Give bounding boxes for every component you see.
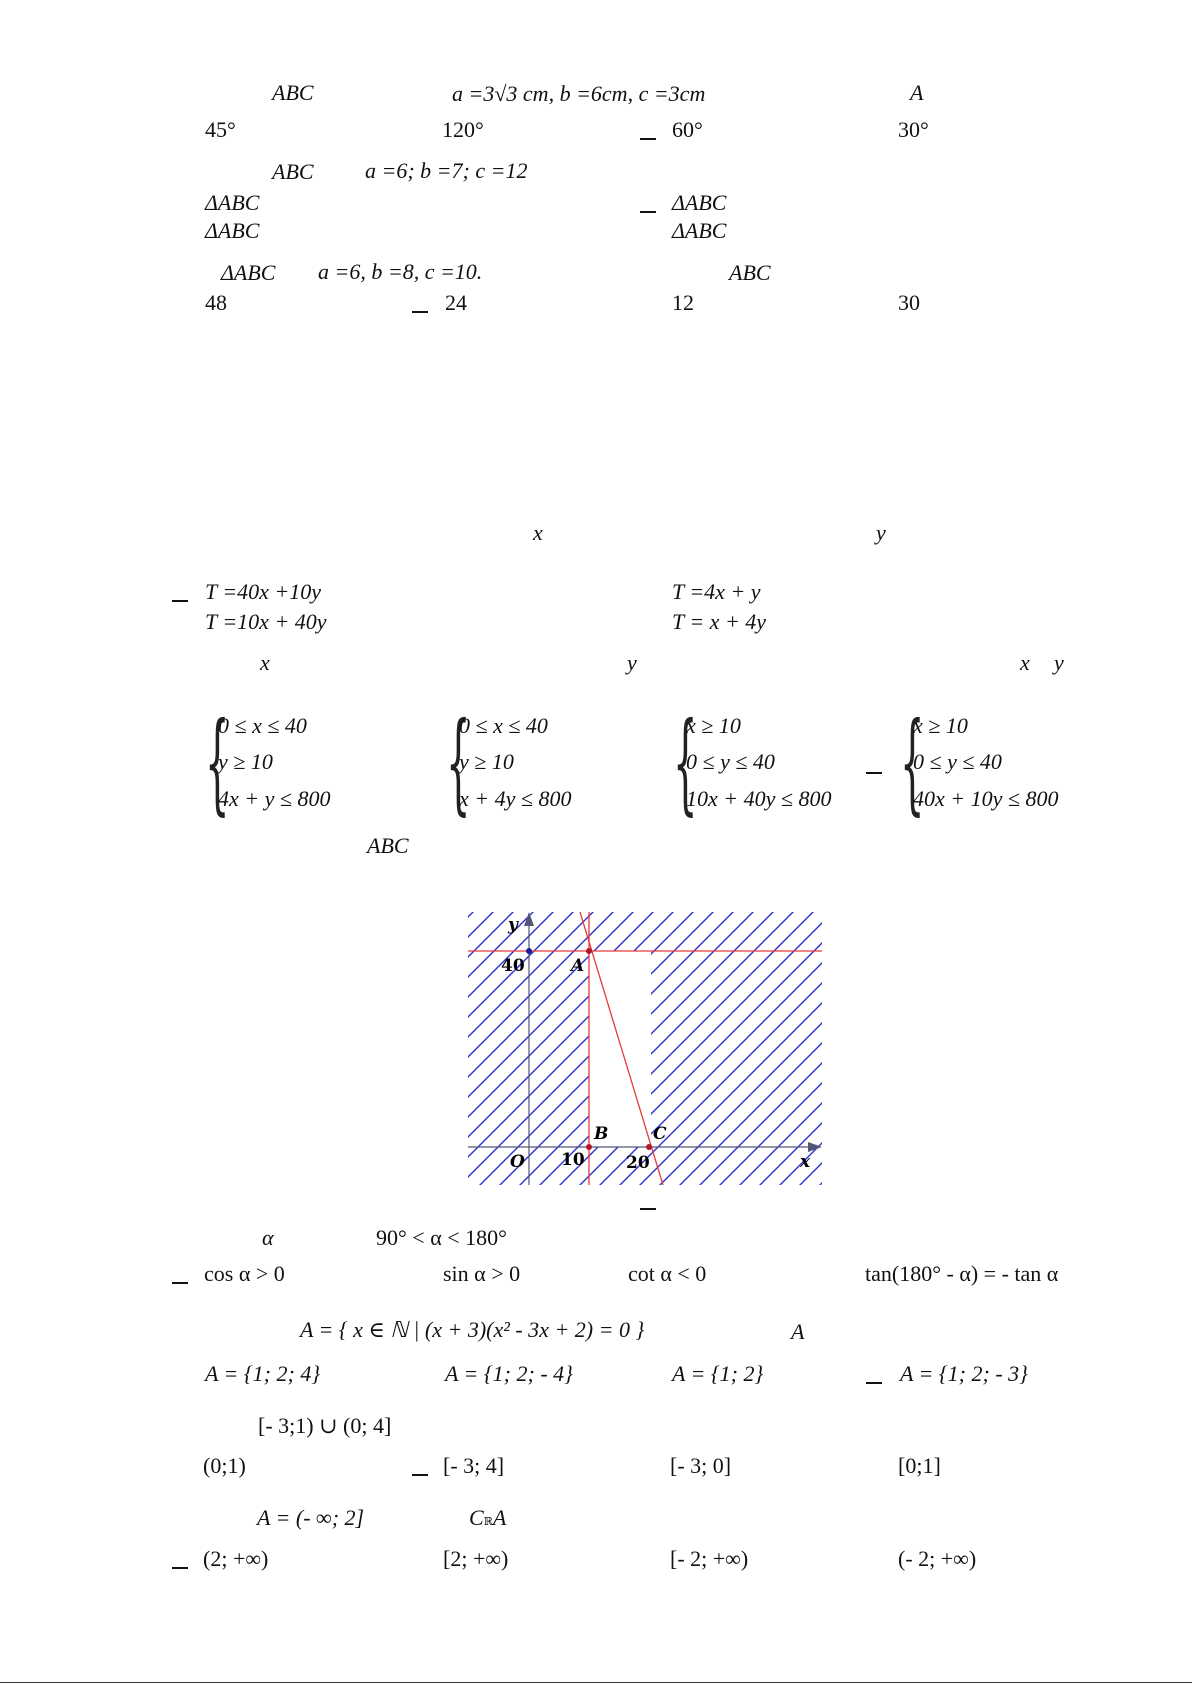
q5-region-label: ABC <box>367 833 409 858</box>
q7-answer-mark <box>866 1382 882 1384</box>
q7-set-definition: A = { x ∈ ℕ | (x + 3)(x² - 3x + 2) = 0 } <box>300 1317 645 1342</box>
q2-option-c[interactable]: ΔABC <box>205 218 260 243</box>
q5-brace-a: { <box>205 698 230 826</box>
point-a <box>586 948 592 954</box>
q5-answer-mark <box>866 772 882 774</box>
q4-option-d[interactable]: T = x + 4y <box>672 609 767 634</box>
point-c <box>646 1144 652 1150</box>
q9-option-a[interactable]: (2; +∞) <box>203 1546 269 1571</box>
label-o: O <box>510 1152 525 1172</box>
q9-option-b[interactable]: [2; +∞) <box>443 1546 509 1571</box>
q5-var-x2: x <box>1020 650 1030 675</box>
q3-triangle-label: ΔABC <box>221 260 276 285</box>
q7-option-a[interactable]: A = {1; 2; 4} <box>205 1361 321 1386</box>
q6-answer-mark <box>172 1282 188 1284</box>
label-10: 10 <box>561 1150 585 1170</box>
q8-option-d[interactable]: [0;1] <box>898 1453 941 1478</box>
q1-option-d[interactable]: 30° <box>898 117 929 142</box>
q5-b-line1: 0 ≤ x ≤ 40 <box>459 713 548 738</box>
label-y-axis: y <box>508 915 518 935</box>
q8-option-c[interactable]: [- 3; 0] <box>670 1453 732 1478</box>
q7-option-b[interactable]: A = {1; 2; - 4} <box>445 1361 573 1386</box>
q4-var-x: x <box>533 520 543 545</box>
q5-c-line1: x ≥ 10 <box>686 713 741 738</box>
q3-triangle-label-2: ABC <box>729 260 771 285</box>
point-b <box>586 1144 592 1150</box>
q4-option-b[interactable]: T =4x + y <box>672 579 761 604</box>
q8-answer-mark <box>412 1474 428 1476</box>
q5-var-y: y <box>627 650 637 675</box>
q9-set-definition: A = (- ∞; 2] <box>257 1505 365 1530</box>
point-40 <box>526 948 532 954</box>
q5-a-line2: y ≥ 10 <box>218 749 273 774</box>
label-c: C <box>653 1124 667 1144</box>
q8-option-b[interactable]: [- 3; 4] <box>443 1453 505 1478</box>
q2-option-b[interactable]: ΔABC <box>672 190 727 215</box>
q9-complement <box>469 1505 506 1535</box>
q1-angle-label: A <box>910 80 924 105</box>
q1-side-lengths: a =3√3 cm, b =6cm, c =3cm <box>452 81 706 106</box>
q7-option-d[interactable]: A = {1; 2; - 3} <box>900 1361 1028 1386</box>
q6-option-c[interactable]: cot α < 0 <box>628 1261 707 1286</box>
q2-option-a[interactable]: ΔABC <box>205 190 260 215</box>
q3-option-d[interactable]: 30 <box>898 290 920 315</box>
q4-option-c[interactable]: T =10x + 40y <box>205 609 327 634</box>
q3-option-c[interactable]: 12 <box>672 290 694 315</box>
q5-a-line1: 0 ≤ x ≤ 40 <box>218 713 307 738</box>
q9-option-d[interactable]: (- 2; +∞) <box>898 1546 977 1571</box>
q1-option-b[interactable]: 120° <box>442 117 484 142</box>
q5-d-line2: 0 ≤ y ≤ 40 <box>913 749 1002 774</box>
q5-var-y2: y <box>1054 650 1064 675</box>
q8-option-a[interactable]: (0;1) <box>203 1453 246 1478</box>
q1-answer-mark <box>640 138 656 140</box>
q6-alpha: α <box>262 1225 274 1250</box>
q4-answer-mark <box>172 600 188 602</box>
label-b: B <box>594 1124 609 1144</box>
q5-c-line2: 0 ≤ y ≤ 40 <box>686 749 775 774</box>
q6-option-b[interactable]: sin α > 0 <box>443 1261 521 1286</box>
q6-option-a[interactable]: cos α > 0 <box>204 1261 285 1286</box>
hatch-layer <box>468 912 822 1185</box>
q9-complement-c: C <box>469 1505 484 1530</box>
q5-graph-answer-mark <box>640 1208 656 1210</box>
q3-option-b[interactable]: 24 <box>445 290 467 315</box>
q5-brace-d: { <box>900 698 925 826</box>
q5-b-line3: x + 4y ≤ 800 <box>459 786 572 811</box>
label-40: 40 <box>501 956 525 976</box>
q2-option-d[interactable]: ΔABC <box>672 218 727 243</box>
q5-c-line3: 10x + 40y ≤ 800 <box>686 786 832 811</box>
q6-option-d[interactable]: tan(180° - α) = - tan α <box>865 1261 1059 1286</box>
q4-var-y: y <box>876 520 886 545</box>
q5-b-line2: y ≥ 10 <box>459 749 514 774</box>
q3-side-lengths: a =6, b =8, c =10. <box>318 259 483 284</box>
q2-side-lengths: a =6; b =7; c =12 <box>365 158 528 183</box>
q5-d-line3: 40x + 10y ≤ 800 <box>913 786 1059 811</box>
page-bottom-rule <box>0 1682 1192 1683</box>
q5-a-line3: 4x + y ≤ 800 <box>218 786 331 811</box>
feasible-region-graph <box>468 912 822 1185</box>
q1-option-c[interactable]: 60° <box>672 117 703 142</box>
label-20: 20 <box>626 1153 650 1173</box>
q5-brace-b: { <box>446 698 471 826</box>
q5-var-x: x <box>260 650 270 675</box>
q8-union-expr: [- 3;1) ∪ (0; 4] <box>258 1413 392 1438</box>
q4-option-a[interactable]: T =40x +10y <box>205 579 322 604</box>
q9-option-c[interactable]: [- 2; +∞) <box>670 1546 749 1571</box>
q7-set-label: A <box>791 1319 805 1344</box>
q9-answer-mark <box>172 1567 188 1569</box>
q5-brace-c: { <box>673 698 698 826</box>
label-x-axis: x <box>800 1152 811 1172</box>
q3-option-a[interactable]: 48 <box>205 290 227 315</box>
q1-triangle-label: ABC <box>272 80 314 105</box>
q3-answer-mark <box>412 311 428 313</box>
q9-complement-a: A <box>492 1505 507 1530</box>
label-a: A <box>571 956 585 976</box>
q7-option-c[interactable]: A = {1; 2} <box>672 1361 764 1386</box>
q2-triangle-label: ABC <box>272 159 314 184</box>
q2-answer-mark <box>640 211 656 213</box>
q6-range: 90° < α < 180° <box>376 1225 507 1250</box>
q5-d-line1: x ≥ 10 <box>913 713 968 738</box>
q9-complement-sub: ℝ <box>483 1516 493 1528</box>
q1-option-a[interactable]: 45° <box>205 117 236 142</box>
